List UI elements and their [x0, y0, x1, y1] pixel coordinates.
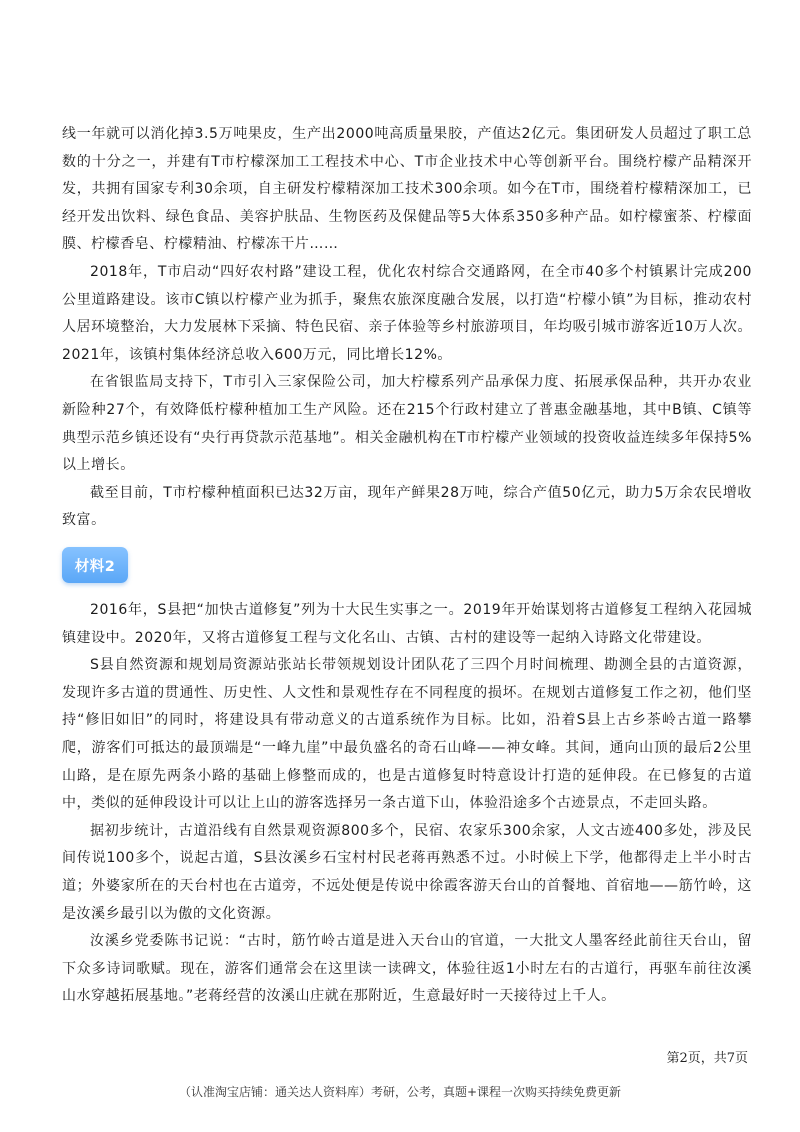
- paragraph-1-1: 线一年就可以消化掉3.5万吨果皮，生产出2000吨高质量果胶，产值达2亿元。集团研发人员超过了职工总数的十分之一，并建有T市柠檬深加工工程技术中心、T市企业技术中心等创新平台。围绕柠檬产品精深开发，共拥有国家专利30余项，自主研发柠檬精深加工技术300余项。如今在T市，围绕着柠檬精深加工，已经开发出饮料、绿色食品、美容护肤品、生物医药及保健品等5大体系350多种产品。如柠檬蜜茶、柠檬面膜、柠檬香皂、柠檬精油、柠檬冻干片……: [62, 126, 752, 253]
- paragraph-1-4: 截至目前，T市柠檬种植面积已达32万亩，现年产鲜果28万吨，综合产值50亿元，助力5万余农民增收致富。: [62, 484, 752, 529]
- paragraph-2-2: S县自然资源和规划局资源站张站长带领规划设计团队花了三四个月时间梳理、勘测全县的古道资源，发现许多古道的贯通性、历史性、人文性和景观性存在不同程度的损坏。在规划古道修复工作之初，他们坚持“修旧如旧”的同时，将建设具有带动意义的古道系统作为目标。比如，沿着S县上古乡茶岭古道一路攀爬，游客们可抵达的最顶端是“一峰九崖”中最负盛名的奇石山峰——神女峰。其间，通向山顶的最后2公里山路，是在原先两条小路的基础上修整而成的，也是古道修复时特意设计打造的延伸段。在已修复的古道中，类似的延伸段设计可以让上山的游客选择另一条古道下山，体验沿途多个古迹景点，不走回头路。: [62, 657, 752, 812]
- paragraph-2-4: 汝溪乡党委陈书记说：“古时，筋竹岭古道是进入天台山的官道，一大批文人墨客经此前往天台山，留下众多诗词歌赋。现在，游客们通常会在这里读一读碑文，体验往返1小时左右的古道行，再驱车前往汝溪山水穿越拓展基地。”老蒋经营的汝溪山庄就在那附近，生意最好时一天接待过上千人。: [62, 933, 752, 1005]
- paragraph-2-3: 据初步统计，古道沿线有自然景观资源800多个，民宿、农家乐300余家，人文古迹400多处，涉及民间传说100多个，说起古道，S县汝溪乡石宝村村民老蒋再熟悉不过。小时候上下学，他都得走上半小时古道；外婆家所在的天台村也在古道旁，不远处便是传说中徐霞客游天台山的首餐地、首宿地——筋竹岭，这是汝溪乡最引以为傲的文化资源。: [62, 822, 752, 922]
- paragraph-2-1: 2016年，S县把“加快古道修复”列为十大民生实事之一。2019年开始谋划将古道修复工程纳入花园城镇建设中。2020年，又将古道修复工程与文化名山、古镇、古村的建设等一起纳入诗路文化带建设。: [62, 602, 752, 646]
- material-2-text: [62, 597, 752, 1011]
- material-1-text: [62, 121, 752, 535]
- section-label-badge: 材料2: [62, 547, 128, 583]
- footer-note: （认准淘宝店铺：通关达人资料库）考研，公考，真题+课程一次购买持续免费更新: [178, 1085, 622, 1099]
- paragraph-1-3: 在省银监局支持下，T市引入三家保险公司，加大柠檬系列产品承保力度、拓展承保品种，共开办农业新险种27个，有效降低柠檬种植加工生产风险。还在215个行政村建立了普惠金融基地，其中B镇、C镇等典型示范乡镇还设有“央行再贷款示范基地”。相关金融机构在T市柠檬产业领域的投资收益连续多年保持5%以上增长。: [62, 374, 752, 474]
- paragraph-1-2: 2018年，T市启动“四好农村路”建设工程，优化农村综合交通路网，在全市40多个村镇累计完成200公里道路建设。该市C镇以柠檬产业为抓手，聚焦农旅深度融合发展，以打造“柠檬小镇”为目标，推动农村人居环境整治，大力发展林下采摘、特色民宿、亲子体验等乡村旅游项目，年均吸引城市游客近10万人次。2021年，该镇村集体经济总收入600万元，同比增长12%。: [62, 263, 752, 363]
- page-number: 第2页，共7页: [666, 1051, 748, 1066]
